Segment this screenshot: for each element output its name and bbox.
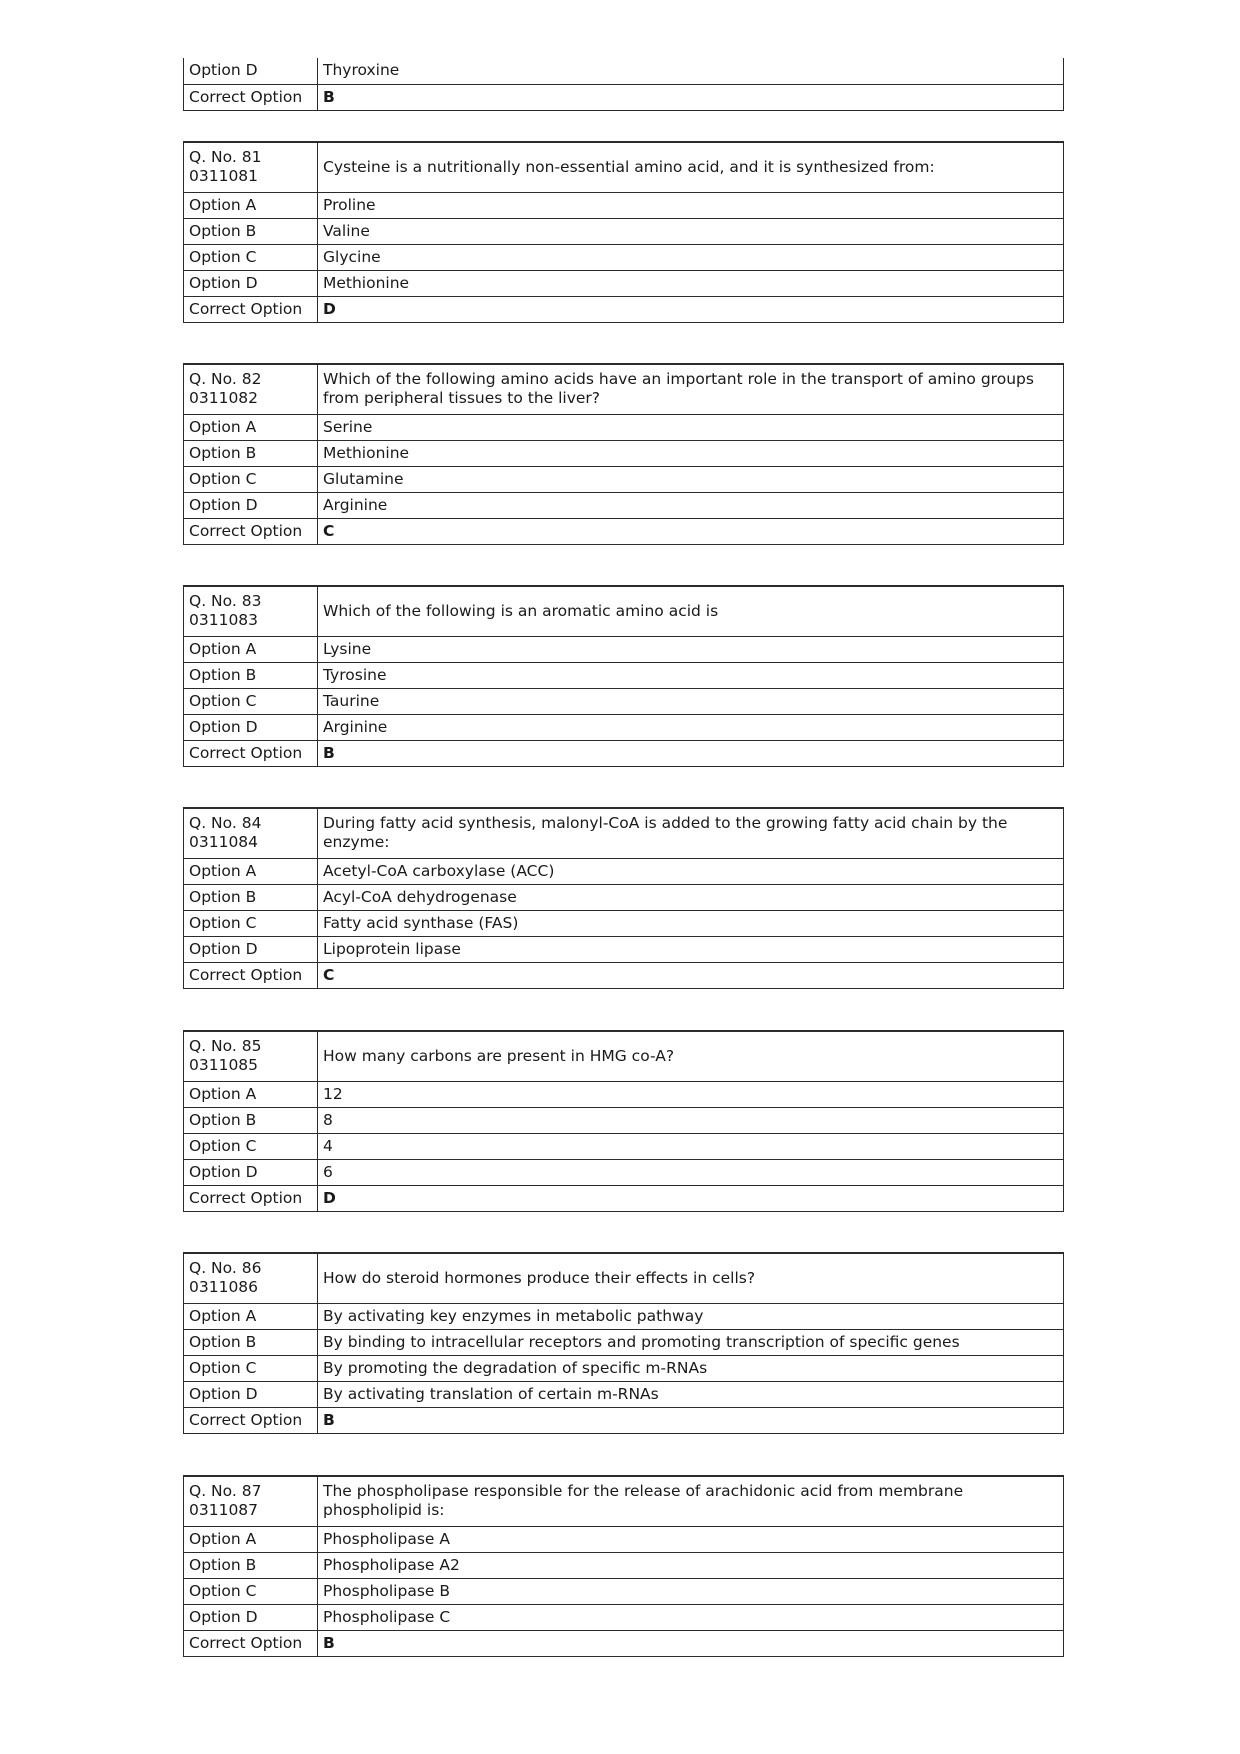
- question-table: [183, 807, 1064, 989]
- question-number: Q. No. 85: [189, 1037, 262, 1056]
- option-a-text: 12: [318, 1081, 1064, 1107]
- correct-option-value: B: [318, 1630, 1064, 1656]
- option-a-label: Option A: [184, 192, 318, 218]
- question-number: Q. No. 82: [189, 370, 262, 389]
- option-a-row: [184, 636, 1064, 662]
- option-c-text: Phospholipase B: [318, 1578, 1064, 1604]
- correct-option-label: Correct Option: [184, 1630, 318, 1656]
- question-text: Which of the following amino acids have an important role in the transport of amino groups from peripheral tissues to the liver?: [318, 364, 1064, 414]
- question-table: [183, 58, 1064, 111]
- option-a-label: Option A: [184, 1526, 318, 1552]
- question-83: [183, 585, 1063, 767]
- option-b-text: Methionine: [318, 440, 1064, 466]
- option-c-label: Option C: [184, 1133, 318, 1159]
- option-d-label: Option D: [184, 58, 318, 84]
- question-code: 0311082: [189, 389, 259, 408]
- option-c-row: [184, 466, 1064, 492]
- question-table: [183, 585, 1064, 767]
- option-d-text: Arginine: [318, 492, 1064, 518]
- option-b-text: 8: [318, 1107, 1064, 1133]
- question-number: Q. No. 81: [189, 148, 262, 167]
- option-b-label: Option B: [184, 662, 318, 688]
- question-number-cell: [184, 142, 318, 192]
- question-number: Q. No. 86: [189, 1259, 262, 1278]
- option-b-row: [184, 662, 1064, 688]
- question-number: Q. No. 83: [189, 592, 262, 611]
- option-b-text: Valine: [318, 218, 1064, 244]
- option-a-text: Proline: [318, 192, 1064, 218]
- option-d-row: [184, 1381, 1064, 1407]
- option-d-label: Option D: [184, 936, 318, 962]
- question-text: How do steroid hormones produce their effects in cells?: [318, 1253, 1064, 1303]
- question-number: Q. No. 84: [189, 814, 262, 833]
- option-b-label: Option B: [184, 440, 318, 466]
- option-c-label: Option C: [184, 1355, 318, 1381]
- option-a-label: Option A: [184, 1081, 318, 1107]
- question-code: 0311087: [189, 1501, 259, 1520]
- question-text: The phospholipase responsible for the release of arachidonic acid from membrane phospholipid is:: [318, 1476, 1064, 1526]
- option-c-label: Option C: [184, 466, 318, 492]
- correct-option-value: C: [318, 518, 1064, 544]
- option-b-row: [184, 440, 1064, 466]
- option-d-row: [184, 58, 1064, 84]
- option-d-row: [184, 714, 1064, 740]
- correct-option-label: Correct Option: [184, 296, 318, 322]
- option-b-row: [184, 884, 1064, 910]
- question-row: [184, 808, 1064, 858]
- option-a-label: Option A: [184, 636, 318, 662]
- option-b-text: Phospholipase A2: [318, 1552, 1064, 1578]
- question-82: [183, 363, 1063, 545]
- question-code: 0311085: [189, 1056, 259, 1075]
- option-a-row: [184, 1081, 1064, 1107]
- question-table: [183, 141, 1064, 323]
- option-a-row: [184, 1526, 1064, 1552]
- option-c-text: 4: [318, 1133, 1064, 1159]
- question-table: [183, 1252, 1064, 1434]
- option-c-text: Glutamine: [318, 466, 1064, 492]
- option-b-label: Option B: [184, 1552, 318, 1578]
- correct-option-row: [184, 962, 1064, 988]
- correct-option-label: Correct Option: [184, 1407, 318, 1433]
- correct-option-row: [184, 84, 1064, 110]
- correct-option-value: C: [318, 962, 1064, 988]
- option-d-row: [184, 270, 1064, 296]
- correct-option-row: [184, 296, 1064, 322]
- correct-option-value: D: [318, 1185, 1064, 1211]
- correct-option-row: [184, 1630, 1064, 1656]
- option-c-row: [184, 1355, 1064, 1381]
- option-c-row: [184, 910, 1064, 936]
- correct-option-row: [184, 1407, 1064, 1433]
- option-a-row: [184, 1303, 1064, 1329]
- option-c-text: Fatty acid synthase (FAS): [318, 910, 1064, 936]
- option-a-label: Option A: [184, 414, 318, 440]
- option-a-row: [184, 414, 1064, 440]
- question-number-cell: [184, 1253, 318, 1303]
- option-b-row: [184, 1107, 1064, 1133]
- option-c-label: Option C: [184, 244, 318, 270]
- question-row: [184, 1253, 1064, 1303]
- correct-option-label: Correct Option: [184, 518, 318, 544]
- option-d-text: Methionine: [318, 270, 1064, 296]
- question-number: Q. No. 87: [189, 1482, 262, 1501]
- option-d-label: Option D: [184, 1159, 318, 1185]
- option-a-text: Lysine: [318, 636, 1064, 662]
- question-row: [184, 1476, 1064, 1526]
- correct-option-label: Correct Option: [184, 1185, 318, 1211]
- option-d-text: 6: [318, 1159, 1064, 1185]
- question-text: How many carbons are present in HMG co-A?: [318, 1031, 1064, 1081]
- option-c-text: By promoting the degradation of specific m-RNAs: [318, 1355, 1064, 1381]
- question-number-cell: [184, 586, 318, 636]
- option-b-row: [184, 218, 1064, 244]
- option-d-label: Option D: [184, 1381, 318, 1407]
- option-a-row: [184, 858, 1064, 884]
- question-row: [184, 586, 1064, 636]
- correct-option-label: Correct Option: [184, 962, 318, 988]
- question-code: 0311081: [189, 167, 259, 186]
- option-b-row: [184, 1552, 1064, 1578]
- correct-option-label: Correct Option: [184, 740, 318, 766]
- option-c-row: [184, 1133, 1064, 1159]
- question-number-cell: [184, 1476, 318, 1526]
- option-d-row: [184, 936, 1064, 962]
- option-d-text: Phospholipase C: [318, 1604, 1064, 1630]
- correct-option-row: [184, 518, 1064, 544]
- correct-option-value: B: [318, 1407, 1064, 1433]
- option-d-row: [184, 1604, 1064, 1630]
- correct-option-value: B: [318, 84, 1064, 110]
- option-b-label: Option B: [184, 218, 318, 244]
- question-code: 0311083: [189, 611, 259, 630]
- option-d-text: By activating translation of certain m-RNAs: [318, 1381, 1064, 1407]
- option-b-label: Option B: [184, 884, 318, 910]
- question-row: [184, 364, 1064, 414]
- option-c-label: Option C: [184, 910, 318, 936]
- option-d-row: [184, 1159, 1064, 1185]
- correct-option-value: B: [318, 740, 1064, 766]
- option-c-label: Option C: [184, 688, 318, 714]
- question-row: [184, 1031, 1064, 1081]
- question-code: 0311084: [189, 833, 259, 852]
- question-number-cell: [184, 1031, 318, 1081]
- question-text: During fatty acid synthesis, malonyl-CoA is added to the growing fatty acid chain by the enzyme:: [318, 808, 1064, 858]
- option-c-label: Option C: [184, 1578, 318, 1604]
- question-84: [183, 807, 1063, 989]
- correct-option-value: D: [318, 296, 1064, 322]
- option-b-row: [184, 1329, 1064, 1355]
- option-c-row: [184, 1578, 1064, 1604]
- option-c-row: [184, 244, 1064, 270]
- option-c-row: [184, 688, 1064, 714]
- question-table: [183, 363, 1064, 545]
- option-d-label: Option D: [184, 270, 318, 296]
- correct-option-row: [184, 1185, 1064, 1211]
- question-number-cell: [184, 808, 318, 858]
- question-row: [184, 142, 1064, 192]
- option-b-text: By binding to intracellular receptors and promoting transcription of specific genes: [318, 1329, 1064, 1355]
- option-d-label: Option D: [184, 714, 318, 740]
- question-table: [183, 1475, 1064, 1657]
- option-a-label: Option A: [184, 858, 318, 884]
- question-code: 0311086: [189, 1278, 259, 1297]
- option-c-text: Taurine: [318, 688, 1064, 714]
- question-81: [183, 141, 1063, 323]
- option-a-row: [184, 192, 1064, 218]
- option-d-label: Option D: [184, 1604, 318, 1630]
- option-b-text: Acyl-CoA dehydrogenase: [318, 884, 1064, 910]
- question-80-fragment: [183, 58, 1063, 111]
- question-85: [183, 1030, 1063, 1212]
- option-d-text: Arginine: [318, 714, 1064, 740]
- option-c-text: Glycine: [318, 244, 1064, 270]
- option-b-label: Option B: [184, 1329, 318, 1355]
- option-d-text: Thyroxine: [318, 58, 1064, 84]
- option-a-text: Serine: [318, 414, 1064, 440]
- option-d-row: [184, 492, 1064, 518]
- option-a-label: Option A: [184, 1303, 318, 1329]
- option-b-label: Option B: [184, 1107, 318, 1133]
- option-a-text: By activating key enzymes in metabolic pathway: [318, 1303, 1064, 1329]
- option-b-text: Tyrosine: [318, 662, 1064, 688]
- option-a-text: Phospholipase A: [318, 1526, 1064, 1552]
- question-text: Which of the following is an aromatic amino acid is: [318, 586, 1064, 636]
- option-a-text: Acetyl-CoA carboxylase (ACC): [318, 858, 1064, 884]
- option-d-text: Lipoprotein lipase: [318, 936, 1064, 962]
- question-86: [183, 1252, 1063, 1434]
- question-text: Cysteine is a nutritionally non-essential amino acid, and it is synthesized from:: [318, 142, 1064, 192]
- question-87: [183, 1475, 1063, 1657]
- question-number-cell: [184, 364, 318, 414]
- correct-option-label: Correct Option: [184, 84, 318, 110]
- question-table: [183, 1030, 1064, 1212]
- option-d-label: Option D: [184, 492, 318, 518]
- correct-option-row: [184, 740, 1064, 766]
